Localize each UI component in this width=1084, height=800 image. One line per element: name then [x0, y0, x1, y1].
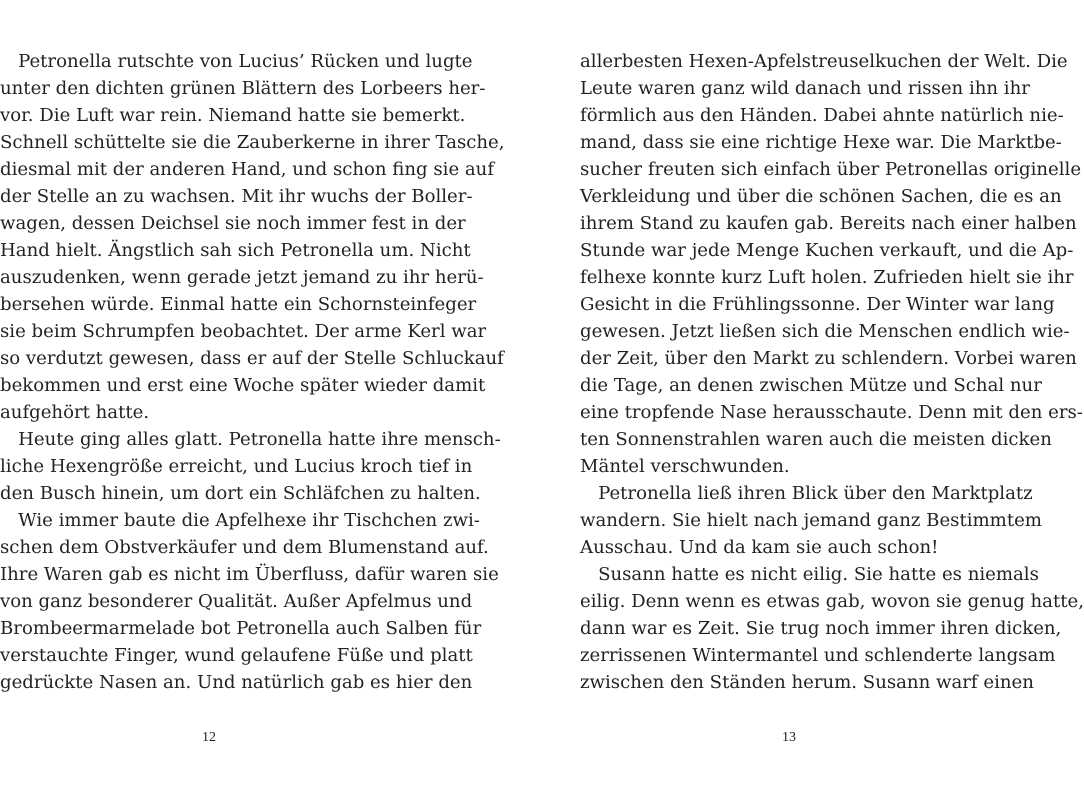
- text-line: Wie immer baute die Apfelhexe ihr Tischchen zwi-: [0, 510, 480, 531]
- text-line: schen dem Obstverkäufer und dem Blumenstand auf.: [0, 537, 489, 558]
- text-line: von ganz besonderer Qualität. Außer Apfelmus und: [0, 591, 473, 612]
- text-line: wandern. Sie hielt nach jemand ganz Bestimmtem: [580, 510, 1042, 531]
- text-line: Schnell schüttelte sie die Zauberkerne in ihrer Tasche,: [0, 132, 505, 153]
- text-line: Petronella rutschte von Lucius’ Rücken und lugte: [0, 51, 473, 72]
- text-line: Verkleidung und über die schönen Sachen, die es an: [580, 186, 1062, 207]
- text-line: Mäntel verschwunden.: [580, 456, 790, 477]
- text-line: Hand hielt. Ängstlich sah sich Petronella um. Nicht: [0, 240, 471, 261]
- left-page: [0, 0, 505, 800]
- text-line: den Busch hinein, um dort ein Schläfchen zu halten.: [0, 483, 481, 504]
- text-line: sucher freuten sich einfach über Petronellas originelle: [580, 159, 1082, 180]
- text-line: gewesen. Jetzt ließen sich die Menschen endlich wie-: [580, 321, 1070, 342]
- text-line: der Zeit, über den Markt zu schlendern. Vorbei waren: [580, 348, 1077, 369]
- text-line: zwischen den Ständen herum. Susann warf einen: [580, 672, 1034, 693]
- text-line: Ausschau. Und da kam sie auch schon!: [580, 537, 939, 558]
- text-line: Ihre Waren gab es nicht im Überfluss, dafür waren sie: [0, 564, 499, 585]
- text-line: bersehen würde. Einmal hatte ein Schornsteinfeger: [0, 294, 477, 315]
- text-line: allerbesten Hexen-Apfelstreuselkuchen der Welt. Die: [580, 51, 1068, 72]
- text-line: eine tropfende Nase herausschaute. Denn mit den ers-: [580, 402, 1083, 423]
- text-line: mand, dass sie eine richtige Hexe war. Die Marktbe-: [580, 132, 1062, 153]
- text-line: bekommen und erst eine Woche später wieder damit: [0, 375, 486, 396]
- right-page-body: [580, 48, 1084, 696]
- text-line: der Stelle an zu wachsen. Mit ihr wuchs der Boller-: [0, 186, 473, 207]
- text-line: ihrem Stand zu kaufen gab. Bereits nach einer halben: [580, 213, 1077, 234]
- text-line: Brombeermarmelade bot Petronella auch Salben für: [0, 618, 482, 639]
- text-line: gedrückte Nasen an. Und natürlich gab es hier den: [0, 672, 473, 693]
- text-line: Stunde war jede Menge Kuchen verkauft, und die Ap-: [580, 240, 1074, 261]
- text-line: aufgehört hatte.: [0, 402, 150, 423]
- text-line: Petronella ließ ihren Blick über den Marktplatz: [580, 483, 1033, 504]
- text-line: zerrissenen Wintermantel und schlenderte langsam: [580, 645, 1056, 666]
- page-number: 12: [202, 730, 216, 745]
- text-line: die Tage, an denen zwischen Mütze und Schal nur: [580, 375, 1042, 396]
- right-page: [500, 0, 1084, 800]
- text-line: vor. Die Luft war rein. Niemand hatte sie bemerkt.: [0, 105, 466, 126]
- text-line: förmlich aus den Händen. Dabei ahnte natürlich nie-: [580, 105, 1064, 126]
- text-line: unter den dichten grünen Blättern des Lorbeers her-: [0, 78, 486, 99]
- text-line: verstauchte Finger, wund gelaufene Füße und platt: [0, 645, 473, 666]
- text-line: liche Hexengröße erreicht, und Lucius kroch tief in: [0, 456, 473, 477]
- text-line: so verdutzt gewesen, dass er auf der Stelle Schluckauf: [0, 348, 504, 369]
- text-line: auszudenken, wenn gerade jetzt jemand zu ihr herü-: [0, 267, 484, 288]
- text-line: Susann hatte es nicht eilig. Sie hatte es niemals: [580, 564, 1039, 585]
- text-line: dann war es Zeit. Sie trug noch immer ihren dicken,: [580, 618, 1062, 639]
- page-number: 13: [782, 730, 796, 745]
- text-line: Heute ging alles glatt. Petronella hatte ihre mensch-: [0, 429, 501, 450]
- text-line: Leute waren ganz wild danach und rissen ihn ihr: [580, 78, 1030, 99]
- left-page-body: [0, 48, 505, 696]
- text-line: felhexe konnte kurz Luft holen. Zufrieden hielt sie ihr: [580, 267, 1074, 288]
- text-line: Gesicht in die Frühlingssonne. Der Winter war lang: [580, 294, 1055, 315]
- text-line: sie beim Schrumpfen beobachtet. Der arme Kerl war: [0, 321, 487, 342]
- text-line: diesmal mit der anderen Hand, und schon fing sie auf: [0, 159, 495, 180]
- text-line: eilig. Denn wenn es etwas gab, wovon sie genug hatte,: [580, 591, 1084, 612]
- text-line: wagen, dessen Deichsel sie noch immer fest in der: [0, 213, 466, 234]
- text-line: ten Sonnenstrahlen waren auch die meisten dicken: [580, 429, 1052, 450]
